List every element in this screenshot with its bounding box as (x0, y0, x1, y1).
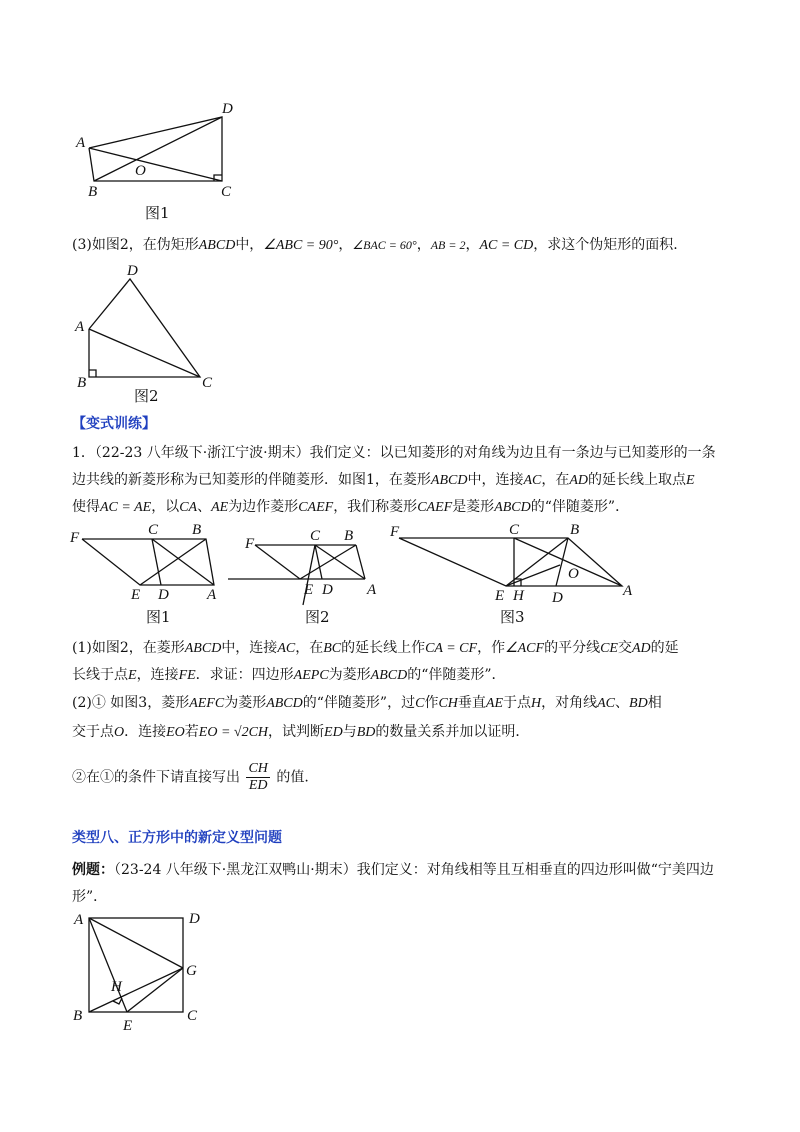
label-D: D (127, 263, 138, 279)
problem-1-q2-line-3: ②在①的条件下请直接写出 $\frac{CH}{ED}$ 的值. (72, 761, 309, 793)
problem-1-line-1: 1．（22-23 八年级下·浙江宁波·期末）我们定义：以已知菱形的对角线为边且有一条边与已知菱形的一条 (72, 445, 716, 461)
label-C: C (148, 522, 159, 538)
label-B: B (192, 522, 202, 538)
figure-top-quadrilateral (75, 101, 233, 222)
label-C: C (310, 528, 321, 544)
label-E: E (495, 588, 505, 604)
label-C: C (187, 1008, 198, 1024)
label-B: B (77, 375, 87, 391)
label-O: O (568, 566, 579, 582)
label-E: E (123, 1018, 133, 1034)
label-A: A (74, 912, 84, 928)
question-3: (3)如图2，在伪矩形ABCD中，∠ABC = 90°，∠BAC = 60°，AB = 2，AC = CD，求这个伪矩形的面积. (72, 237, 678, 253)
section-variant-heading: 【变式训练】 (72, 416, 156, 432)
figure-caption-row-1: 图1 (146, 608, 171, 626)
problem-1-q2-line-2: 交于点O．连接EO若EO = √2CH，试判断ED与BD的数量关系并加以证明． (72, 724, 530, 740)
figure-caption-2: 图2 (134, 387, 159, 405)
label-D: D (222, 101, 233, 117)
label-D: D (189, 911, 200, 927)
label-A: A (623, 583, 633, 599)
label-B: B (570, 522, 580, 538)
label-C: C (202, 375, 213, 391)
label-A: A (367, 582, 377, 598)
label-B: B (88, 184, 98, 200)
figure-2-pseudo-rectangle (74, 263, 213, 405)
figure-row-3 (389, 522, 633, 626)
label-B: B (73, 1008, 83, 1024)
figure-row-2 (228, 528, 377, 626)
figure-caption-row-3: 图3 (500, 608, 525, 626)
label-B: B (344, 528, 354, 544)
label-G: G (186, 963, 197, 979)
problem-1-q2-line-1: (2)① 如图3，菱形AEFC为菱形ABCD的“伴随菱形”，过C作CH垂直AE于点H，对角线AC、BD相 (72, 695, 662, 711)
label-E: E (131, 587, 141, 603)
problem-1-q1-line-2: 长线于点E，连接FE．求证：四边形AEPC为菱形ABCD的“伴随菱形”． (72, 667, 506, 683)
label-A: A (75, 319, 85, 335)
label-O: O (135, 163, 146, 179)
section-8-heading: 类型八、正方形中的新定义型问题 (72, 830, 282, 846)
label-D: D (322, 582, 333, 598)
label-E: E (304, 582, 314, 598)
label-F: F (390, 524, 400, 540)
problem-1-line-3: 使得AC = AE，以CA、AE为边作菱形CAEF，我们称菱形CAEF是菱形ABCD的“伴随菱形”． (72, 499, 630, 515)
label-A: A (76, 135, 86, 151)
problem-1-q1-line-1: (1)如图2，在菱形ABCD中，连接AC，在BC的延长线上作CA = CF，作∠ACF的平分线CE交AD的延 (72, 640, 679, 656)
label-A: A (207, 587, 217, 603)
figure-caption-1: 图1 (145, 204, 170, 222)
example-line-2: 形”． (72, 889, 108, 905)
example-line-1: 例题：（23-24 八年级下·黑龙江双鸭山·期末）我们定义：对角线相等且互相垂直的四边形叫做“宁美四边 (72, 862, 714, 878)
problem-1-line-2: 边共线的新菱形称为已知菱形的伴随菱形．如图1，在菱形ABCD中，连接AC，在AD的延长线上取点E (72, 472, 695, 488)
label-C: C (509, 522, 520, 538)
label-H: H (111, 979, 122, 995)
label-C: C (221, 184, 232, 200)
label-F: F (70, 530, 80, 546)
label-D: D (552, 590, 563, 606)
figure-square (73, 911, 200, 1034)
label-H: H (513, 588, 524, 604)
fraction-ch-over-ed: $\frac{CH}{ED}$ (248, 761, 268, 793)
label-F: F (245, 536, 255, 552)
label-D: D (158, 587, 169, 603)
figure-row-1 (69, 522, 217, 626)
figure-caption-row-2: 图2 (305, 608, 330, 626)
